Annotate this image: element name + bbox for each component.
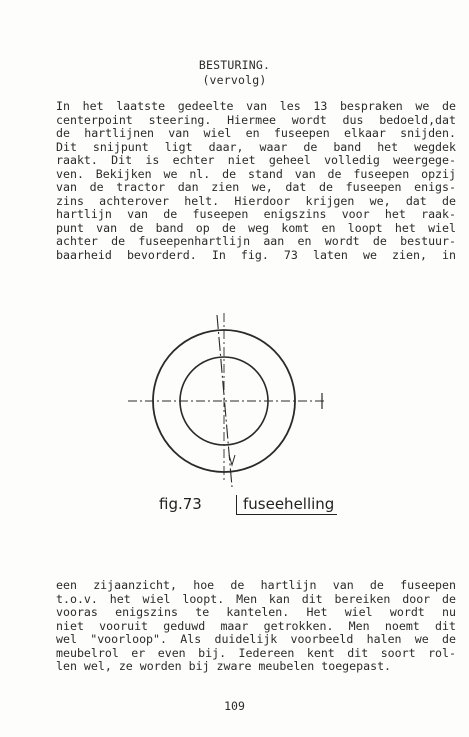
text-line: zins achterover helt. Hierdoor krijgen we, dat de (56, 193, 456, 208)
heading-title: BESTURING. (198, 58, 271, 72)
page-number: 109 (224, 699, 245, 713)
text-line: niet vooruit geduwd maar getrokken. Men noemt dit (56, 618, 456, 633)
text-line: een zijaanzicht, hoe de hartlijn van de fuseepen (56, 578, 456, 592)
text-line: vooras enigszins te kantelen. Het wiel wordt nu (56, 605, 456, 620)
text-line: punt van de band op de weg komt en loopt het wiel (56, 220, 456, 235)
text-line: centerpoint steering. Hiermee wordt dus bedoeld,dat (56, 112, 456, 127)
section-heading (0, 58, 469, 88)
text-line: hartlijn van de fuseepen enigszins voor het raak- (56, 207, 456, 222)
text-line: wel "voorloop". Als duidelijk voorbeeld halen we de (56, 632, 456, 647)
heading-subtitle: (vervolg) (202, 73, 267, 87)
wheel-diagram (110, 305, 370, 525)
text-line: t.o.v. het wiel loopt. Men kan dit bereiken door de (56, 591, 456, 606)
text-line: Dit snijpunt ligt daar, waar de band het wegdek (56, 139, 456, 154)
figure-number: fig.73 (159, 495, 202, 513)
text-line: van de tractor dan zien we, dat de fuseepen enigs- (56, 180, 456, 195)
paragraph-1 (56, 100, 456, 263)
text-line: meubelrol er even bij. Iedereen kent dit soort rol- (56, 645, 456, 660)
text-line: achter de fuseepenhartlijn aan en wordt de bestuur- (56, 234, 456, 249)
text-line: In het laatste gedeelte van les 13 bespraken we de (56, 99, 456, 113)
paragraph-2 (56, 579, 456, 674)
text-line: len wel, ze worden bij zware meubelen toegepast. (56, 659, 392, 674)
text-line: baarheid bevorderd. In fig. 73 laten we zien, in (56, 248, 456, 263)
text-line: raakt. Dit is echter niet geheel volledig weergege- (56, 153, 456, 168)
text-line: ven. Bekijken we nl. de stand van de fuseepen opzij (56, 166, 456, 181)
figure-caption: fuseehelling (236, 495, 337, 515)
text-line: de hartlijnen van wiel en fuseepen elkaar snijden. (56, 126, 456, 141)
